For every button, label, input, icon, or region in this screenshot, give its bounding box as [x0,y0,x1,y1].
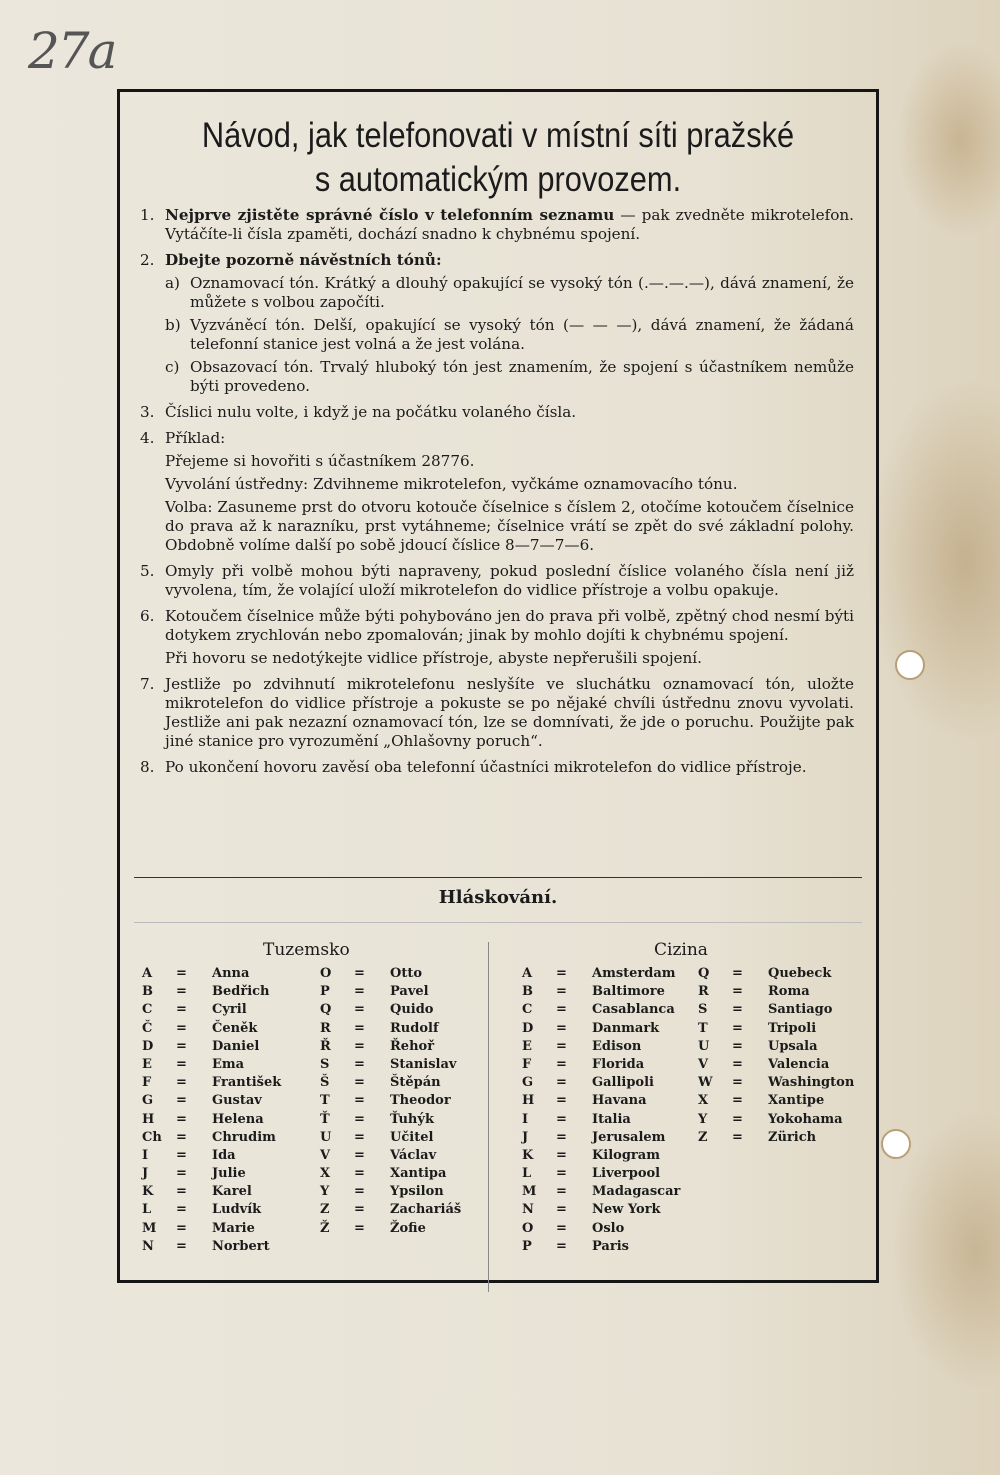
spelling-row [698,1020,854,1038]
tone-c-text: Obsazovací tón. Trvalý hluboký tón jest znamením, že spojení s účastníkem nemůže býti provedeno. [190,358,854,395]
equals-sign: = [176,1075,187,1091]
spelling-row [320,1111,461,1129]
equals-sign: = [176,1038,187,1054]
equals-sign: = [354,1184,365,1200]
equals-sign: = [556,966,567,981]
spelling-word: Štěpán [390,1075,441,1091]
spelling-letter: Ch [142,1129,162,1145]
spelling-row [522,1074,680,1092]
spelling-row [320,983,461,1001]
spelling-letter: F [522,1056,532,1072]
spelling-letter: R [320,1020,331,1036]
equals-sign: = [732,1093,743,1109]
spelling-word: Tripoli [768,1020,817,1036]
spelling-letter: S [320,1056,330,1072]
spelling-row [320,1020,461,1038]
spelling-row [698,1111,854,1129]
equals-sign: = [556,1111,567,1127]
spelling-word: Paris [592,1238,629,1254]
spelling-word: Danmark [592,1020,660,1036]
spelling-letter: N [522,1202,534,1218]
example-text-3: Volba: Zasuneme prst do otvoru kotouče číselnice s číslem 2, otočíme kotoučem číselnice do prava až k narazníku, prst vytáhneme; číselnice vrátí se zpět do své základní polohy. Obdobně volíme další po sobě jdoucí číslice 8—7—7—6. [165,498,854,554]
spelling-row [522,983,680,1001]
spelling-row [142,1238,281,1256]
spelling-letter: V [320,1147,331,1163]
spelling-letter: Y [320,1184,330,1200]
tone-a-text: Oznamovací tón. Krátký a dlouhý opakující se vysoký tón (.—.—.—), dává znamení, že můžete s volbou započíti. [190,274,854,311]
instruction-list [140,206,854,784]
equals-sign: = [354,1129,365,1145]
spelling-row [320,1001,461,1019]
spelling-word: Oslo [592,1220,625,1236]
spelling-row [522,1056,680,1074]
spelling-letter: F [142,1075,152,1091]
instruction-item-6 [140,607,854,668]
spelling-word: Karel [212,1184,252,1200]
item-number: 4. [140,429,155,447]
spelling-row [142,1038,281,1056]
instruction-item-8 [140,758,854,777]
item-6-note: Při hovoru se nedotýkejte vidlice přístroje, abyste nepřerušili spojení. [165,649,702,667]
spelling-row [320,1147,461,1165]
instruction-item-5 [140,562,854,600]
spelling-word: Edison [592,1038,642,1054]
spelling-row [320,965,461,983]
equals-sign: = [732,1020,743,1036]
equals-sign: = [556,1166,567,1182]
spelling-row [142,1001,281,1019]
spelling-row [522,1129,680,1147]
spelling-row [142,1183,281,1201]
instruction-item-1 [140,206,854,244]
foreign-heading: Cizina [654,940,708,960]
spelling-letter: Š [320,1075,330,1091]
spelling-row [142,1056,281,1074]
spelling-row [142,1074,281,1092]
spelling-word: Washington [768,1075,855,1091]
spelling-row [698,965,854,983]
spelling-letter: Y [698,1111,708,1127]
item-6-text: Kotoučem číselnice může býti pohybováno jen do prava při volbě, zpětný chod nesmí býti dotykem zrychlován nebo zpomalován; jinak by mohlo dojíti k chybnému spojení. [165,607,854,644]
spelling-row [522,1165,680,1183]
spelling-row [142,1111,281,1129]
equals-sign: = [556,1129,567,1145]
item-7-text: Jestliže po zdvihnutí mikrotelefonu neslyšíte ve sluchátku oznamovací tón, uložte mikrotelefon do vidlice přístroje a pokuste se po nějaké chvíli ústřednu znovu vyvolati. Jestliže ani pak nezazní oznamovací tón, lze se domnívati, že jde o poruchu. Použijte pak jiné stanice pro vyrozumění „Ohlašovny poruch“. [165,675,854,750]
title-line-1: Návod, jak telefonovati v místní síti pražské [201,116,795,155]
spelling-letter: T [320,1093,330,1109]
spelling-letter: G [522,1075,534,1091]
spelling-word: Ema [212,1056,245,1072]
spelling-letter: L [522,1166,532,1182]
spelling-letter: Z [698,1129,708,1145]
domestic-alphabet-col-1 [142,965,281,1256]
spelling-row [522,1092,680,1110]
spelling-row [142,1201,281,1219]
spelling-word: Čeněk [212,1020,258,1036]
equals-sign: = [354,1020,365,1036]
item-number: 6. [140,607,155,625]
equals-sign: = [556,1038,567,1054]
item-number: 3. [140,403,155,421]
spelling-word: Gustav [212,1093,262,1109]
equals-sign: = [176,1093,187,1109]
instruction-item-7 [140,675,854,751]
spelling-row [698,1056,854,1074]
spelling-word: František [212,1075,282,1091]
spelling-word: Bedřich [212,984,270,1000]
spelling-letter: A [522,966,533,981]
spelling-row [320,1165,461,1183]
equals-sign: = [732,984,743,1000]
spelling-row [522,1201,680,1219]
spelling-letter: J [142,1166,149,1182]
tone-a [165,274,854,312]
equals-sign: = [354,1220,365,1236]
spelling-letter: Q [320,1002,332,1018]
spelling-word: Učitel [390,1129,434,1145]
equals-sign: = [354,1147,365,1163]
equals-sign: = [556,1075,567,1091]
spelling-letter: K [142,1184,154,1200]
spelling-letter: P [522,1238,532,1254]
spelling-row [142,983,281,1001]
item-8-text: Po ukončení hovoru zavěsí oba telefonní účastníci mikrotelefon do vidlice přístroje. [165,758,807,776]
spelling-word: Xantipa [390,1166,447,1182]
domestic-heading: Tuzemsko [263,940,350,960]
tone-label: c) [165,358,180,376]
spelling-letter: V [698,1056,709,1072]
handwritten-note: 27a [28,22,116,80]
spelling-word: Amsterdam [592,966,676,981]
spelling-letter: B [142,984,153,1000]
spelling-letter: T [698,1020,708,1036]
spelling-row [698,1092,854,1110]
spelling-letter: H [522,1093,535,1109]
spelling-word: Yokohama [768,1111,843,1127]
spelling-word: Florida [592,1056,645,1072]
spelling-row [698,1001,854,1019]
spelling-word: Quido [390,1002,434,1018]
section-divider [134,877,862,878]
item-1-emphasis: Nejprve zjistěte správné číslo v telefonním seznamu [165,206,615,224]
tone-c [165,358,854,396]
spelling-letter: A [142,966,153,981]
tone-label: a) [165,274,180,292]
spelling-letter: Ž [320,1220,330,1236]
spelling-row [142,1020,281,1038]
spelling-word: Liverpool [592,1166,661,1182]
equals-sign: = [176,966,187,981]
spelling-row [320,1092,461,1110]
spelling-row [522,1020,680,1038]
spelling-letter: P [320,984,330,1000]
spelling-row [522,1111,680,1129]
spelling-word: Baltimore [592,984,665,1000]
instructions-frame [117,89,879,1283]
spelling-word: Quebeck [768,966,832,981]
equals-sign: = [354,1093,365,1109]
domestic-alphabet-col-2 [320,965,461,1238]
spelling-word: Ypsilon [390,1184,444,1200]
equals-sign: = [176,1147,187,1163]
equals-sign: = [732,966,743,981]
item-number: 2. [140,251,155,269]
spelling-row [320,1074,461,1092]
spelling-word: Theodor [390,1093,451,1109]
spelling-word: Cyril [212,1002,247,1018]
item-number: 5. [140,562,155,580]
spelling-word: Marie [212,1220,255,1236]
spelling-row [320,1056,461,1074]
spelling-rule [134,922,862,923]
equals-sign: = [176,1184,187,1200]
spelling-letter: O [320,966,332,981]
spelling-word: Valencia [768,1056,830,1072]
spelling-letter: C [522,1002,533,1018]
equals-sign: = [354,1166,365,1182]
equals-sign: = [556,1020,567,1036]
spelling-row [698,1129,854,1147]
spelling-letter: M [522,1184,537,1200]
spelling-word: Ida [212,1147,236,1163]
spelling-letter: U [320,1129,332,1145]
spelling-row [522,965,680,983]
spelling-word: Jerusalem [592,1129,666,1145]
equals-sign: = [354,1075,365,1091]
equals-sign: = [732,1111,743,1127]
spelling-letter: I [142,1147,149,1163]
spelling-letter: O [522,1220,534,1236]
spelling-word: Daniel [212,1038,260,1054]
spelling-word: Santiago [768,1002,833,1018]
spelling-letter: U [698,1038,710,1054]
item-3-text: Číslici nulu volte, i když je na počátku volaného čísla. [165,403,577,421]
spelling-row [698,1038,854,1056]
instruction-item-2 [140,251,854,396]
spelling-letter: D [142,1038,154,1054]
spelling-word: Havana [592,1093,647,1109]
spelling-row [320,1201,461,1219]
punch-hole-icon [890,645,930,685]
foreign-alphabet-col-1 [522,965,680,1256]
item-number: 7. [140,675,155,693]
equals-sign: = [732,1002,743,1018]
equals-sign: = [556,1056,567,1072]
spelling-letter: Z [320,1202,330,1218]
equals-sign: = [556,1238,567,1254]
tone-b [165,316,854,354]
spelling-word: Anna [212,966,250,981]
spelling-word: Upsala [768,1038,818,1054]
spelling-letter: X [320,1166,331,1182]
equals-sign: = [176,1111,187,1127]
spelling-word: Pavel [390,984,429,1000]
tone-b-text: Vyzváněcí tón. Delší, opakující se vysoký tón (— — —), dává znamení, že žádaná telefonní stanice jest volná a že jest volána. [190,316,854,353]
equals-sign: = [556,1093,567,1109]
equals-sign: = [354,1202,365,1218]
equals-sign: = [556,1147,567,1163]
spelling-row [698,983,854,1001]
item-1-text: — pak zvedněte mikrotelefon. Vytáčíte-li čísla zpaměti, dochází snadno k chybnému spojení. [165,206,854,243]
equals-sign: = [556,1202,567,1218]
spelling-letter: Ř [320,1038,331,1054]
spelling-letter: M [142,1220,157,1236]
equals-sign: = [176,1020,187,1036]
spelling-row [522,1238,680,1256]
equals-sign: = [176,1129,187,1145]
spelling-word: Rudolf [390,1020,439,1036]
spelling-word: Ludvík [212,1202,262,1218]
spelling-letter: Ť [320,1111,330,1127]
spelling-letter: L [142,1202,152,1218]
spelling-word: Václav [390,1147,437,1163]
spelling-word: Norbert [212,1238,270,1254]
spelling-word: Kilogram [592,1147,660,1163]
punch-hole-icon [876,1124,916,1164]
title-line-2: s automatickým provozem. [314,160,682,199]
spelling-word: Ťuhýk [390,1111,434,1127]
spelling-row [698,1074,854,1092]
spelling-letter: J [522,1129,529,1145]
equals-sign: = [354,1056,365,1072]
example-text-2: Vyvolání ústředny: Zdvihneme mikrotelefon, vyčkáme oznamovacího tónu. [165,475,738,493]
spelling-word: Otto [390,966,423,981]
spelling-word: Helena [212,1111,264,1127]
spelling-word: Roma [768,984,810,1000]
equals-sign: = [354,966,365,981]
item-number: 1. [140,206,155,224]
spelling-letter: I [522,1111,529,1127]
equals-sign: = [176,1238,187,1254]
equals-sign: = [556,984,567,1000]
equals-sign: = [354,1111,365,1127]
spelling-word: Chrudim [212,1129,276,1145]
equals-sign: = [176,1220,187,1236]
spelling-row [142,1092,281,1110]
spelling-row [320,1129,461,1147]
spelling-letter: R [698,984,709,1000]
spelling-word: Italia [592,1111,631,1127]
equals-sign: = [354,1038,365,1054]
page-title [165,114,830,202]
spelling-row [522,1001,680,1019]
spelling-row [522,1038,680,1056]
spelling-word: Julie [212,1166,246,1182]
spelling-letter: W [698,1075,713,1091]
spelling-row [142,1165,281,1183]
equals-sign: = [176,1166,187,1182]
spelling-letter: B [522,984,533,1000]
spelling-letter: Q [698,966,710,981]
equals-sign: = [176,1202,187,1218]
item-5-text: Omyly při volbě mohou býti napraveny, pokud poslední číslice volaného čísla není již vyvolena, tím, že volající uloží mikrotelefon do vidlice přístroje a volbu opakuje. [165,562,854,599]
spelling-row [320,1220,461,1238]
equals-sign: = [176,1002,187,1018]
spelling-word: Madagascar [592,1184,681,1200]
spelling-letter: Č [142,1020,153,1036]
spelling-row [142,1147,281,1165]
equals-sign: = [176,1056,187,1072]
spelling-letter: C [142,1002,153,1018]
spelling-row [142,1129,281,1147]
spelling-word: Žofie [390,1220,426,1236]
spelling-word: Zachariáš [390,1202,462,1218]
spelling-letter: H [142,1111,155,1127]
spelling-letter: E [142,1056,152,1072]
spelling-word: Xantipe [768,1093,825,1109]
equals-sign: = [732,1075,743,1091]
instruction-item-4 [140,429,854,555]
tone-label: b) [165,316,181,334]
spelling-letter: G [142,1093,154,1109]
spelling-row [522,1147,680,1165]
equals-sign: = [354,984,365,1000]
spelling-letter: X [698,1093,709,1109]
equals-sign: = [732,1056,743,1072]
spelling-letter: K [522,1147,534,1163]
spelling-word: New York [592,1202,661,1218]
spelling-letter: D [522,1020,534,1036]
equals-sign: = [732,1038,743,1054]
spelling-title: Hláskování. [438,887,558,908]
spelling-row [142,1220,281,1238]
spelling-letter: S [698,1002,708,1018]
spelling-letter: N [142,1238,154,1254]
spelling-word: Gallipoli [592,1075,654,1091]
spelling-row [522,1220,680,1238]
equals-sign: = [176,984,187,1000]
spelling-row [320,1183,461,1201]
spelling-word: Casablanca [592,1002,675,1018]
spelling-row [142,965,281,983]
spelling-word: Zürich [768,1129,817,1145]
equals-sign: = [354,1002,365,1018]
item-number: 8. [140,758,155,776]
column-separator [488,942,489,1292]
equals-sign: = [556,1184,567,1200]
equals-sign: = [732,1129,743,1145]
spelling-row [320,1038,461,1056]
spelling-row [522,1183,680,1201]
instruction-item-3 [140,403,854,422]
spelling-letter: E [522,1038,532,1054]
equals-sign: = [556,1220,567,1236]
foreign-alphabet-col-2 [698,965,854,1147]
example-heading: Příklad: [165,429,226,447]
item-2-heading: Dbejte pozorně návěstních tónů: [165,251,442,269]
equals-sign: = [556,1002,567,1018]
example-text-1: Přejeme si hovořiti s účastníkem 28776. [165,452,475,470]
spelling-word: Stanislav [390,1056,457,1072]
spelling-word: Řehoř [390,1038,435,1054]
